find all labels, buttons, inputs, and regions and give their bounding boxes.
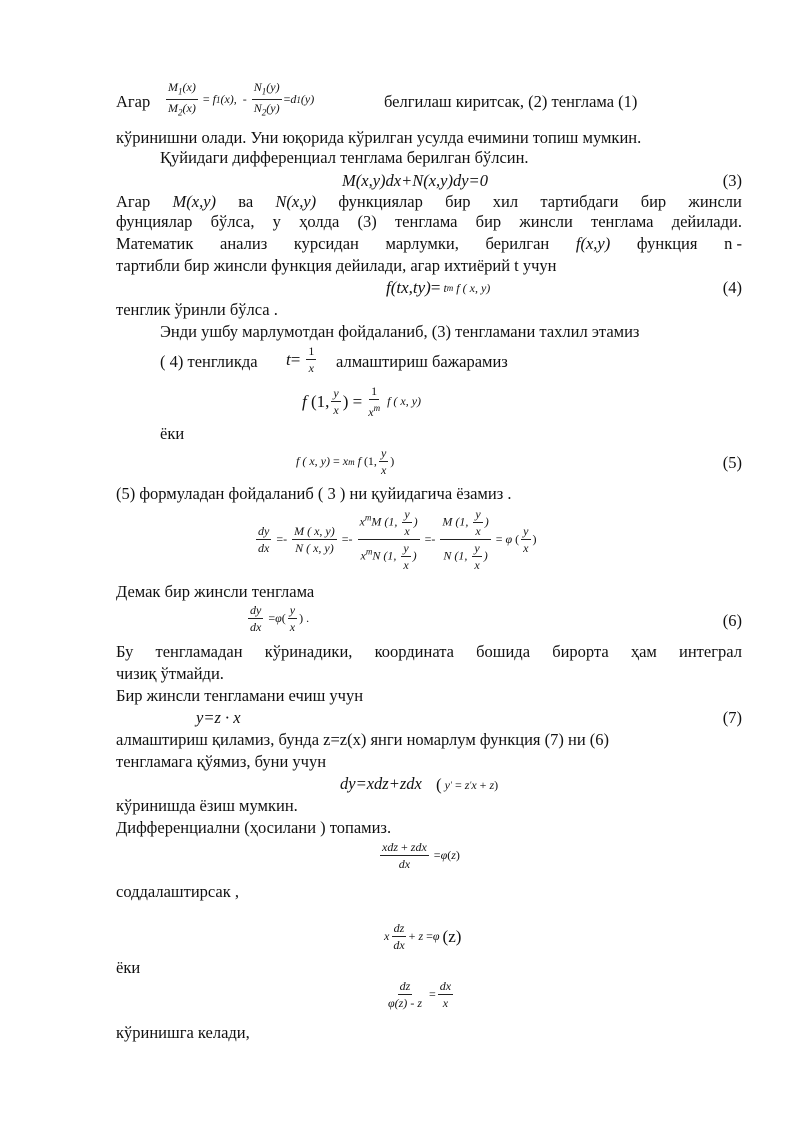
text-line-26: Дифференциални (ҳосилани ) топамиз. [116,818,392,837]
equation-number-5: (5) [722,453,742,472]
formula-x-dz-dx: x $\frac{dz}{dx}$ + z = φ (z) [384,921,462,952]
text-line-19: чизиқ ўтмайди. [116,664,224,683]
formula-y-prime: ( y ' = z ' x + z ) [436,775,499,794]
equation-7: y=z · x [196,708,241,727]
text-line-8: тартибли бир жинсли функция дейилади, агар ихтиёрий t учун [116,256,557,275]
text-line-22: алмаштириш қиламиз, бунда z=z(x) янги номарлум функция (7) ни (6) [116,730,610,749]
formula-separated: $\frac{dz}{\varphi(z) - z}$ = $\frac{dx}{x}$ [388,979,452,1010]
text-line-3: Қуйидаги дифференциал тенглама берилган бўлсин. [160,148,529,167]
text-line-10: тенглик ўринли бўлса . [116,300,278,319]
equation-number-6: (6) [722,611,742,630]
text-line-25: кўринишда ёзиш мумкин. [116,796,298,815]
equation-number-4: (4) [722,278,742,297]
text-line-1a: Агар [116,92,151,111]
formula-6: $\frac{dy}{dx}$ = φ ( $\frac{y}{x}$ ) . [250,603,310,634]
equation-dy: dy=xdz+zdx [340,774,422,793]
formula-xdz-zdx: $\frac{\text{xdz + zdx}}{dx}$ = φ ( z ) [382,840,460,871]
text-line-2: кўринишни олади. Уни юқорида кўрилган усулда ечимини топиш мумкин. [116,128,642,147]
text-line-11: Энди ушбу марлумотдан фойдаланиб, (3) тенгламани тахлил этамиз [160,322,640,341]
text-line-29: кўринишга келади, [116,1023,250,1042]
equation-number-3: (3) [722,171,742,190]
equation-number-7: (7) [722,708,742,727]
text-line-28: ёки [116,958,141,977]
text-line-12a: ( 4) тенгликда [160,352,258,371]
text-line-23: тенгламага қўямиз, буни учун [116,752,327,771]
text-line-12b: алмаштириш бажарамиз [336,352,508,371]
text-line-27: соддалаштирсак , [116,882,240,901]
text-line-20: Бир жинсли тенгламани ечиш учун [116,686,364,705]
text-line-15: (5) формуладан фойдаланиб ( 3 ) ни қуйидагича ёзамиз . [116,484,512,503]
text-line-13: ёки [160,424,185,443]
text-line-18: Бу тенгламадан кўринадики, координата бошида бирорта ҳам интеграл [116,642,742,661]
text-line-6: фунциялар бўлса, у ҳолда (3) тенглама бир жинсли тенглама дейилади. [116,212,742,231]
formula-substitution-notation: $\frac{M_1(x)}{M_2(x)}$ = f 1 (x), - $\frac{N_1(y)}{N_2(y)}$ = d 1 (y) [168,80,315,118]
text-line-5: Агар M(x,y) ва N(x,y) функциялар бир хил тартибдаги бир жинсли [116,192,742,211]
text-line-1b: белгилаш киритсак, (2) тенглама (1) [384,92,638,111]
formula-5: f ( x, y) = x m f (1, $\frac{y}{x}$ ) [296,446,395,477]
formula-dy-dx-derivation: $\frac{dy}{dx}$ =- $\frac{M ( x, y)}{N ( x, y)}$ =- $x^mM$ (1, $\frac{y}{x}$ ) $x^mN$ (1, $\frac{y}{x}$ ) =- M (1, $\frac{y}{x}$ ) N (1, $\frac{y}{x}$ ) = φ ( $\frac{y}{x}$ ) [258,507,537,572]
equation-3: M(x,y)dx+N(x,y)dy=0 [342,171,488,190]
formula-f-one: f (1, $\frac{y}{x}$ ) = $\frac{1}{x^m}$ f ( x, y) [302,384,422,419]
text-line-7: Математик анализ курсидан марлумки, берилган f(x,y) функция n - [116,234,742,253]
formula-t-substitution: t = $\frac{1}{x}$ [286,344,315,375]
formula-4: f(tx,ty) = t m f ( x, y) [386,278,491,297]
text-line-16: Демак бир жинсли тенглама [116,582,315,601]
